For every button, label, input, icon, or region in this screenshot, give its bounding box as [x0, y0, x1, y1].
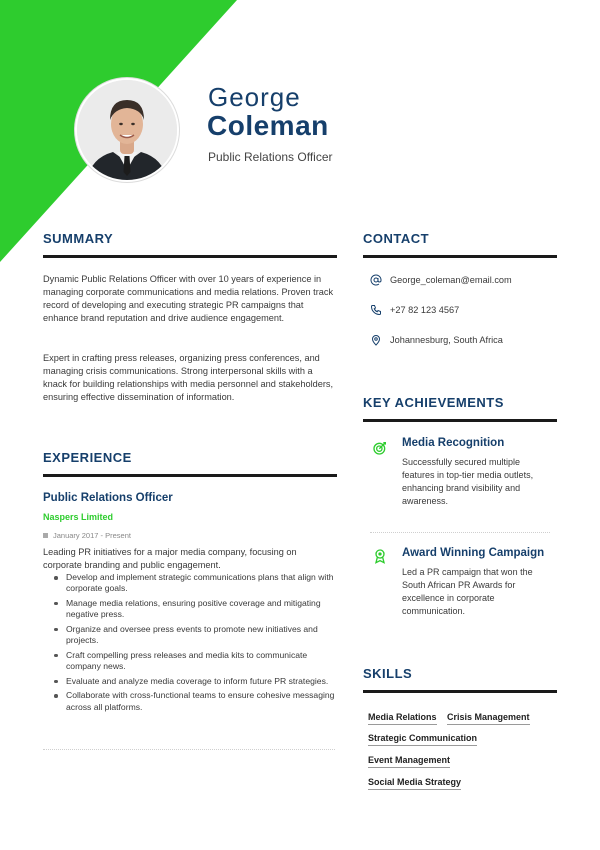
summary-heading: SUMMARY [43, 231, 114, 246]
skill-tag: Event Management [368, 755, 450, 768]
summary-paragraph-1: Dynamic Public Relations Officer with over 10 years of experience in managing corporate communications and media relations. Proven track record of developing and executing strategic PR campaigns that enhance brand reputation and drive audience engagement. [43, 274, 334, 323]
contact-email [370, 274, 512, 286]
profile-photo [75, 78, 179, 182]
contact-phone-text[interactable]: +27 82 123 4567 [390, 305, 460, 315]
map-pin-icon [370, 334, 382, 346]
skill-tag: Crisis Management [447, 712, 530, 725]
experience-description: Leading PR initiatives for a major media company, focusing on corporate branding and public engagement. [43, 547, 297, 570]
experience-heading: EXPERIENCE [43, 450, 132, 465]
award-icon [372, 548, 388, 564]
achievement-title-1: Media Recognition [402, 437, 505, 449]
avatar [77, 80, 177, 180]
summary-divider [43, 255, 337, 258]
achievement-separator [370, 532, 550, 533]
achievement-description-2: Led a PR campaign that won the South African PR Awards for excellence in corporate communication. [402, 567, 533, 616]
job-title-header: Public Relations Officer [208, 150, 333, 164]
summary-paragraph-2: Expert in crafting press releases, organizing press conferences, and managing crisis communications. Strong interpersonal skills with a knack for building relationships with media personnel and stakeholders, ensuring effective dissemination of information. [43, 353, 334, 402]
contact-heading: CONTACT [363, 231, 430, 246]
experience-job-title: Public Relations Officer [43, 492, 173, 504]
experience-bullets [52, 572, 337, 716]
skill-tag: Strategic Communication [368, 733, 477, 746]
skills-divider [363, 690, 557, 693]
last-name: Coleman [207, 110, 329, 141]
achievements-heading: KEY ACHIEVEMENTS [363, 395, 504, 410]
contact-phone [370, 304, 459, 316]
at-sign-icon [370, 274, 382, 286]
phone-icon [370, 304, 382, 316]
contact-location [370, 334, 503, 346]
skills-heading: SKILLS [363, 666, 413, 681]
list-item: Manage media relations, ensuring positive coverage and mitigating negative press. [52, 598, 337, 620]
list-item: Develop and implement strategic communications plans that align with corporate goals. [52, 572, 337, 594]
list-item: Collaborate with cross-functional teams to ensure cohesive messaging across all platforms. [52, 690, 337, 712]
list-item: Organize and oversee press events to promote new initiatives and projects. [52, 624, 337, 646]
achievement-description-1: Successfully secured multiple features in top-tier media outlets, enhancing brand visibility and awareness. [402, 457, 534, 506]
achievements-divider [363, 419, 557, 422]
achievement-title-2: Award Winning Campaign [402, 547, 545, 559]
experience-dates [43, 531, 131, 540]
experience-company: Naspers Limited [43, 512, 114, 522]
contact-location-text: Johannesburg, South Africa [390, 335, 503, 345]
experience-divider [43, 474, 337, 477]
skill-tag: Media Relations [368, 712, 437, 725]
experience-separator [43, 749, 335, 750]
list-item: Evaluate and analyze media coverage to inform future PR strategies. [52, 676, 337, 687]
first-name: George [208, 82, 301, 112]
calendar-icon [43, 533, 48, 538]
contact-email-text[interactable]: George_coleman@email.com [390, 275, 512, 285]
experience-dates-text: January 2017 - Present [53, 531, 131, 540]
list-item: Craft compelling press releases and media kits to communicate company news. [52, 650, 337, 672]
target-icon [372, 440, 388, 456]
contact-divider [363, 255, 557, 258]
skill-tag: Social Media Strategy [368, 777, 461, 790]
